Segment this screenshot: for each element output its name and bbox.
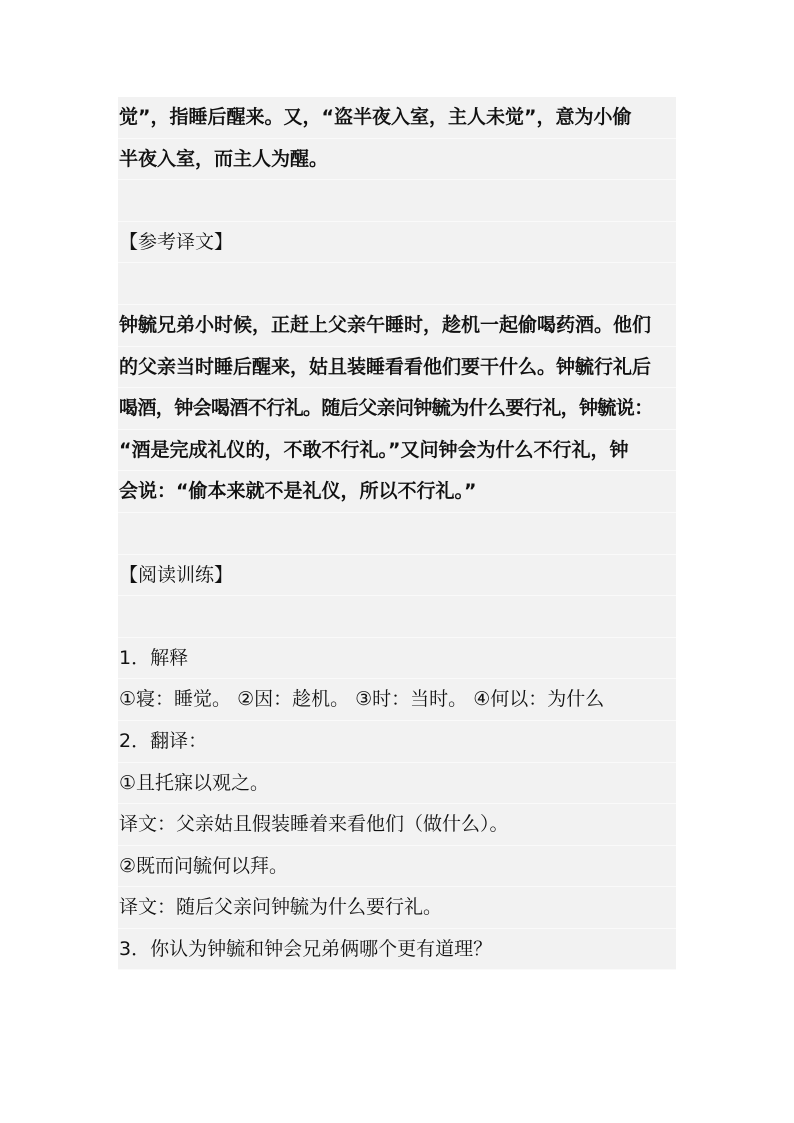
exercise-2-answer-1: 译文：父亲姑且假装睡着来看他们（做什么）。 bbox=[118, 804, 676, 846]
blank-line bbox=[118, 263, 676, 305]
exercise-1-title: 1．解释 bbox=[118, 638, 676, 680]
translation-line-3: 喝酒，钟会喝酒不行礼。随后父亲问钟毓为什么要行礼，钟毓说： bbox=[118, 388, 676, 430]
translation-line-5: 会说：“偷本来就不是礼仪，所以不行礼。” bbox=[118, 471, 676, 513]
document-page bbox=[118, 97, 676, 970]
translation-line-1: 钟毓兄弟小时候，正赶上父亲午睡时，趁机一起偷喝药酒。他们 bbox=[118, 305, 676, 347]
exercise-2-title: 2．翻译： bbox=[118, 721, 676, 763]
exercise-1-answers: ①寝：睡觉。 ②因：趁机。 ③时：当时。 ④何以：为什么 bbox=[118, 679, 676, 721]
exercise-2-item-2: ②既而问毓何以拜。 bbox=[118, 846, 676, 888]
blank-line bbox=[118, 180, 676, 222]
blank-line bbox=[118, 596, 676, 638]
translation-line-4: “酒是完成礼仪的，不敢不行礼。”又问钟会为什么不行礼，钟 bbox=[118, 430, 676, 472]
exercise-2-answer-2: 译文：随后父亲问钟毓为什么要行礼。 bbox=[118, 887, 676, 929]
translation-line-2: 的父亲当时睡后醒来，姑且装睡看看他们要干什么。钟毓行礼后 bbox=[118, 347, 676, 389]
section-heading-exercises: 【阅读训练】 bbox=[118, 555, 676, 597]
text-line-2: 半夜入室，而主人为醒。 bbox=[118, 139, 676, 181]
exercise-3-question: 3．你认为钟毓和钟会兄弟俩哪个更有道理？ bbox=[118, 929, 676, 971]
blank-line bbox=[118, 513, 676, 555]
exercise-2-item-1: ①且托寐以观之。 bbox=[118, 763, 676, 805]
section-heading-translation: 【参考译文】 bbox=[118, 222, 676, 264]
text-line-1: 觉”，指睡后醒来。又，“盗半夜入室，主人未觉”，意为小偷 bbox=[118, 97, 676, 139]
